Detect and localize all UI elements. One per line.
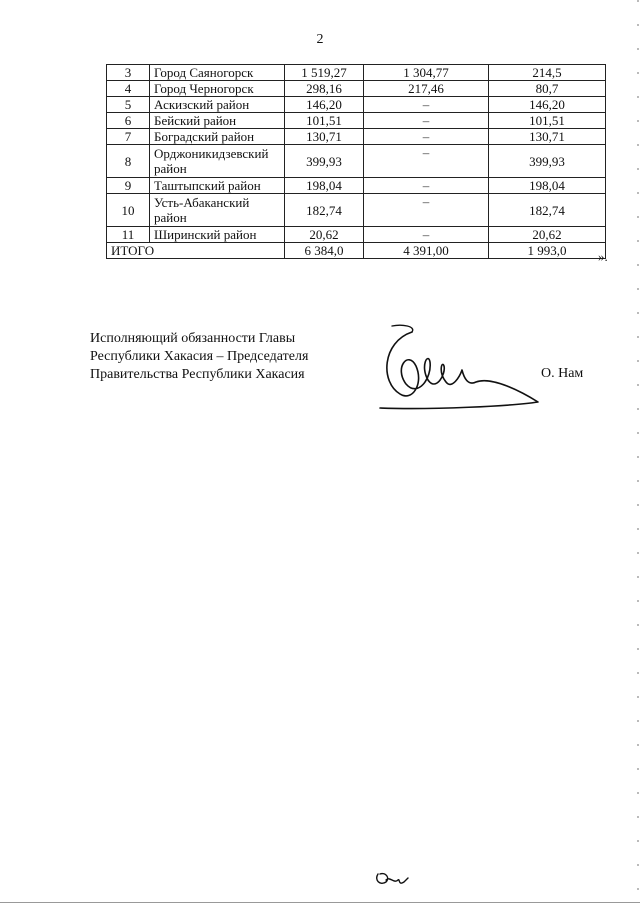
amount-a: –	[364, 145, 489, 178]
amount-total: 182,74	[285, 194, 364, 227]
grand-total-a: 4 391,00	[364, 243, 489, 259]
table-row	[107, 113, 606, 129]
row-number: 8	[107, 145, 150, 178]
signer-title-line: Правительства Республики Хакасия	[90, 367, 305, 382]
page-edge	[0, 902, 640, 903]
amount-a: –	[364, 178, 489, 194]
table-row	[107, 97, 606, 113]
amount-a: 217,46	[364, 81, 489, 97]
amount-a: –	[364, 113, 489, 129]
municipality-name: Орджоникидзевский район	[150, 145, 285, 178]
amount-b: 146,20	[489, 97, 606, 113]
signer-name: О. Нам	[541, 366, 584, 381]
signer-title-line: Исполняющий обязанности Главы	[90, 331, 296, 346]
total-label: ИТОГО	[107, 243, 285, 259]
municipality-name: Боградский район	[150, 129, 285, 145]
row-number: 6	[107, 113, 150, 129]
table-row	[107, 227, 606, 243]
table-row	[107, 178, 606, 194]
amount-total: 20,62	[285, 227, 364, 243]
amount-total: 146,20	[285, 97, 364, 113]
budget-table	[106, 64, 606, 259]
signer-title	[90, 330, 308, 384]
amount-total: 1 519,27	[285, 65, 364, 81]
grand-total-b: 1 993,0	[489, 243, 606, 259]
table-row	[107, 194, 606, 227]
municipality-name: Усть-Абаканский район	[150, 194, 285, 227]
table-row	[107, 129, 606, 145]
closing-quote: ».	[598, 249, 608, 264]
amount-b: 130,71	[489, 129, 606, 145]
signature	[372, 322, 544, 414]
amount-total: 298,16	[285, 81, 364, 97]
row-number: 9	[107, 178, 150, 194]
amount-b: 399,93	[489, 145, 606, 178]
municipality-name: Аскизский район	[150, 97, 285, 113]
amount-a: –	[364, 194, 489, 227]
scan-margin-marks	[637, 0, 639, 905]
municipality-name: Ширинский район	[150, 227, 285, 243]
total-row	[107, 243, 606, 259]
municipality-name: Таштыпский район	[150, 178, 285, 194]
amount-a: –	[364, 227, 489, 243]
amount-b: 20,62	[489, 227, 606, 243]
amount-total: 130,71	[285, 129, 364, 145]
row-number: 5	[107, 97, 150, 113]
amount-b: 214,5	[489, 65, 606, 81]
row-number: 10	[107, 194, 150, 227]
amount-total: 101,51	[285, 113, 364, 129]
amount-total: 399,93	[285, 145, 364, 178]
row-number: 7	[107, 129, 150, 145]
municipality-name: Город Саяногорск	[150, 65, 285, 81]
row-number: 4	[107, 81, 150, 97]
grand-total: 6 384,0	[285, 243, 364, 259]
amount-b: 101,51	[489, 113, 606, 129]
row-number: 3	[107, 65, 150, 81]
row-number: 11	[107, 227, 150, 243]
table-row	[107, 65, 606, 81]
municipality-name: Город Черногорск	[150, 81, 285, 97]
table-row	[107, 145, 606, 178]
amount-b: 198,04	[489, 178, 606, 194]
signer-title-line: Республики Хакасия – Председателя	[90, 349, 309, 364]
handwritten-mark	[372, 866, 412, 890]
amount-b: 182,74	[489, 194, 606, 227]
page-number: 2	[316, 32, 324, 47]
amount-total: 198,04	[285, 178, 364, 194]
amount-b: 80,7	[489, 81, 606, 97]
municipality-name: Бейский район	[150, 113, 285, 129]
amount-a: –	[364, 129, 489, 145]
table-row	[107, 81, 606, 97]
amount-a: –	[364, 97, 489, 113]
amount-a: 1 304,77	[364, 65, 489, 81]
